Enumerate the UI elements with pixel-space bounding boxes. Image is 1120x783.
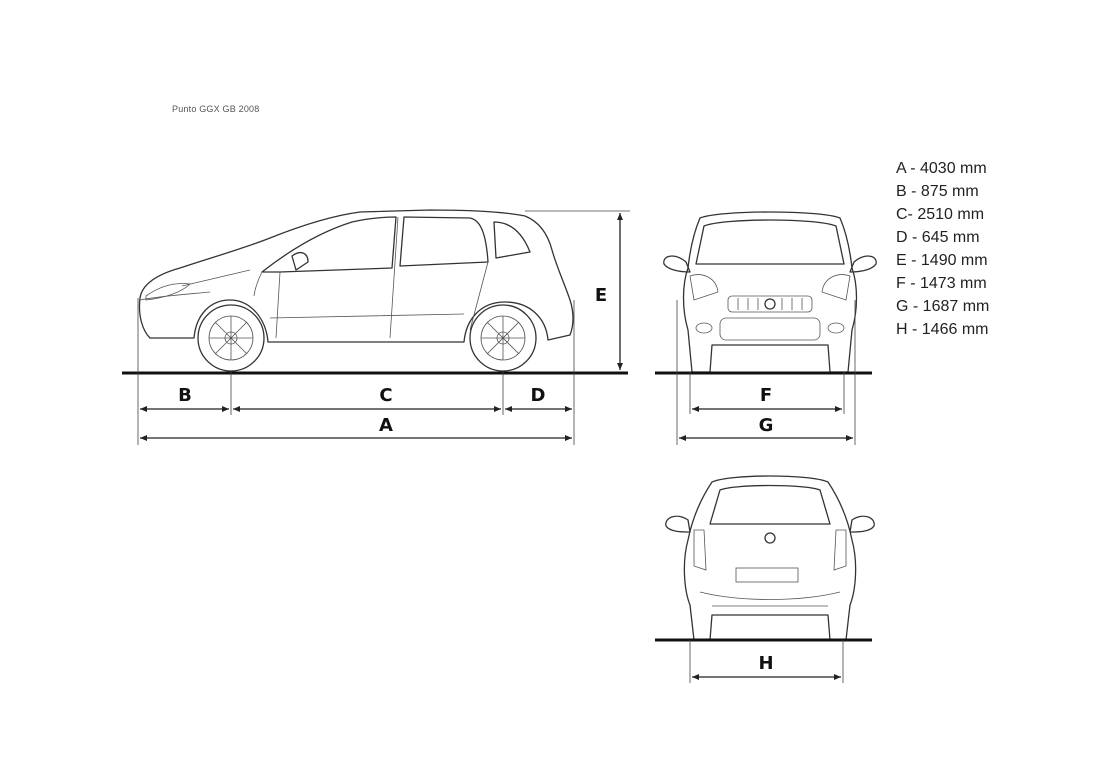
legend-row-b: B - 875 mm [896,183,979,200]
front-headlight-right [822,275,850,300]
legend-row-d: D - 645 mm [896,229,980,246]
rear-taillights [694,530,846,570]
front-grille-bars [738,298,802,310]
label-e: E [594,285,608,306]
front-lower-grille [720,318,820,340]
front-body-outline [684,212,857,372]
front-foglight-right [828,323,844,333]
label-g: G [758,415,774,436]
label-h: H [758,653,774,674]
legend-row-c: C- 2510 mm [896,206,985,223]
label-b: B [178,385,192,406]
front-mirror-right [850,256,876,272]
front-view-car [664,212,876,372]
label-c: C [379,385,393,406]
legend-row-g: G - 1687 mm [896,298,990,315]
side-window-quarter [494,222,530,258]
rear-view-car [666,476,874,640]
rear-body-outline [684,476,855,640]
front-mirror-left [664,256,690,272]
legend-row-a: A - 4030 mm [896,160,987,177]
front-windshield [696,220,844,264]
side-window-rear [400,217,488,266]
rear-window [710,486,830,525]
rear-mirror-left [666,516,690,532]
side-view-car [139,210,573,371]
rear-bumper-line [700,592,840,606]
label-f: F [759,385,773,406]
side-sill-line [140,270,464,318]
front-foglight-left [696,323,712,333]
side-body-outline [139,210,573,342]
legend-row-h: H - 1466 mm [896,321,989,338]
label-d: D [530,385,546,406]
label-a: A [379,415,393,436]
side-door-lines [254,217,488,338]
front-badge [765,299,775,309]
rear-license-plate [736,568,798,582]
side-window-front [262,217,396,272]
side-mirror [292,253,308,270]
rear-mirror-right [850,516,874,532]
legend-row-f: F - 1473 mm [896,275,987,292]
side-front-wheel [198,305,264,371]
side-rear-wheel [470,305,536,371]
rear-badge [765,533,775,543]
legend-row-e: E - 1490 mm [896,252,988,269]
drawing-title: Punto GGX GB 2008 [172,104,260,114]
front-headlight-left [690,275,718,300]
